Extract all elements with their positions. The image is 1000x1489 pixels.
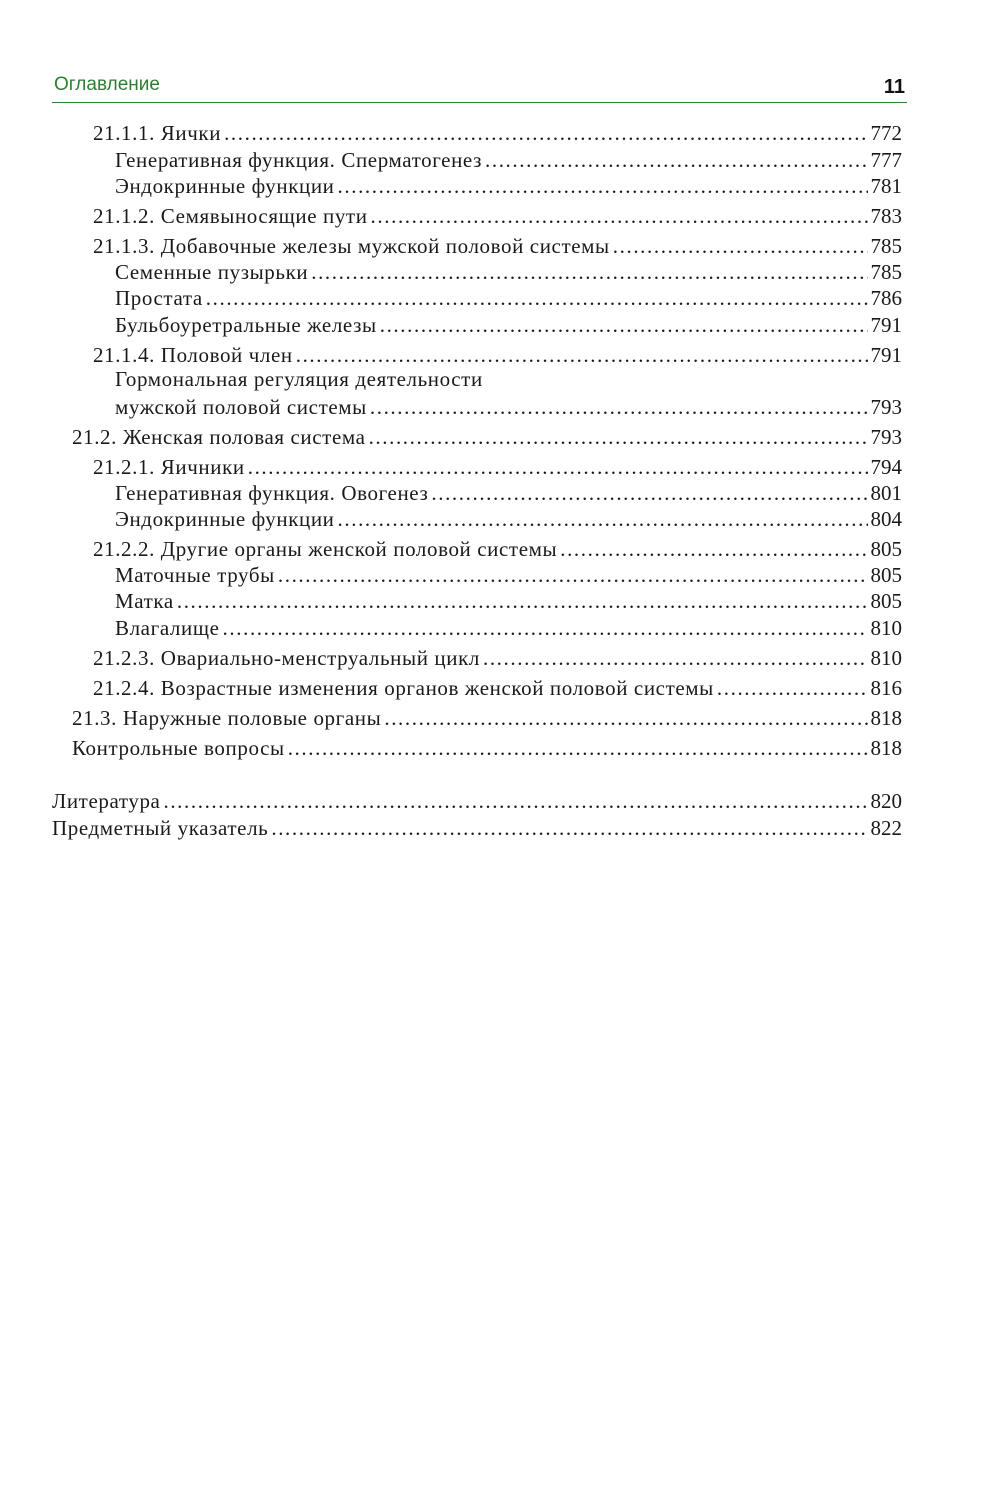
toc-entry-title: 21.1.4. Половой член xyxy=(93,343,293,367)
toc-entry-hormonal-regulation-line1: Гормональная регуляция деятельности xyxy=(115,367,483,391)
dot-leader xyxy=(206,286,868,310)
header-section-title: Оглавление xyxy=(54,74,160,95)
toc-entry-endocrine-female[interactable] xyxy=(115,505,902,531)
dot-leader xyxy=(338,507,868,531)
dot-leader xyxy=(163,789,867,813)
dot-leader xyxy=(380,313,868,337)
toc-entry-title: 21.1.3. Добавочные железы мужской половой системы xyxy=(93,234,610,258)
toc-entry-bulbourethral[interactable] xyxy=(115,311,902,337)
dot-leader xyxy=(431,481,867,505)
toc-entry-title: 21.1.1. Яички xyxy=(93,121,222,145)
toc-entry-page: 818 xyxy=(870,706,902,730)
toc-entry-21-2[interactable] xyxy=(72,423,902,449)
toc-entry-page: 785 xyxy=(870,234,902,258)
dot-leader xyxy=(296,343,868,367)
toc-entry-endocrine-male[interactable] xyxy=(115,172,902,198)
toc-entry-page: 805 xyxy=(870,589,902,613)
toc-entry-page: 816 xyxy=(870,676,902,700)
dot-leader xyxy=(248,455,868,479)
header-page-number: 11 xyxy=(883,76,905,98)
toc-entry-title: Простата xyxy=(115,286,203,310)
toc-entry-page: 791 xyxy=(870,313,902,337)
toc-entry-page: 804 xyxy=(870,507,902,531)
dot-leader xyxy=(485,148,868,172)
dot-leader xyxy=(271,816,867,840)
toc-entry-page: 818 xyxy=(870,736,902,760)
toc-entry-page: 822 xyxy=(870,816,902,840)
toc-entry-title: Эндокринные функции xyxy=(115,507,335,531)
dot-leader xyxy=(288,736,868,760)
toc-entry-21-1-4[interactable] xyxy=(93,341,902,367)
toc-entry-subject-index[interactable] xyxy=(52,814,902,840)
toc-entry-seminal-vesicles[interactable] xyxy=(115,258,902,284)
toc-entry-uterus[interactable] xyxy=(115,587,902,613)
toc-entry-page: 805 xyxy=(870,563,902,587)
toc-entry-21-1-3[interactable] xyxy=(93,232,902,258)
toc-entry-title: 21.2.2. Другие органы женской половой системы xyxy=(93,537,558,561)
toc-entry-21-2-3[interactable] xyxy=(93,644,902,670)
toc-entry-page: 785 xyxy=(870,260,902,284)
toc-entry-fallopian-tubes[interactable] xyxy=(115,561,902,587)
toc-entry-spermatogenesis[interactable] xyxy=(115,146,902,172)
toc-entry-page: 781 xyxy=(870,174,902,198)
toc-entry-page: 810 xyxy=(870,616,902,640)
toc-entry-page: 793 xyxy=(870,425,902,449)
toc-entry-hormonal-regulation-line2[interactable] xyxy=(115,393,902,419)
toc-entry-page: 801 xyxy=(870,481,902,505)
dot-leader xyxy=(371,204,868,228)
toc-entry-title: 21.1.2. Семявыносящие пути xyxy=(93,204,368,228)
toc-entry-title: Контрольные вопросы xyxy=(72,736,285,760)
dot-leader xyxy=(177,589,868,613)
toc-entry-title: 21.2.3. Овариально-менструальный цикл xyxy=(93,646,480,670)
dot-leader xyxy=(224,121,867,145)
toc-entry-21-1-2[interactable] xyxy=(93,202,902,228)
toc-entry-page: 793 xyxy=(870,395,902,419)
toc-entry-title: Маточные трубы xyxy=(115,563,275,587)
dot-leader xyxy=(223,616,868,640)
dot-leader xyxy=(278,563,868,587)
toc-entry-page: 783 xyxy=(870,204,902,228)
toc-entry-page: 786 xyxy=(870,286,902,310)
toc-entry-oogenesis[interactable] xyxy=(115,479,902,505)
toc-entry-title: 21.2.4. Возрастные изменения органов женской половой системы xyxy=(93,676,714,700)
toc-entry-page: 810 xyxy=(870,646,902,670)
toc-entry-title: Литература xyxy=(52,789,161,813)
dot-leader xyxy=(560,537,867,561)
dot-leader xyxy=(369,425,868,449)
toc-entry-page: 772 xyxy=(870,121,902,145)
toc-entry-page: 805 xyxy=(870,537,902,561)
toc-entry-21-2-4[interactable] xyxy=(93,674,902,700)
toc-entry-title: Эндокринные функции xyxy=(115,174,335,198)
dot-leader xyxy=(384,706,867,730)
toc-entry-title: Генеративная функция. Овогенез xyxy=(115,481,429,505)
dot-leader xyxy=(483,646,868,670)
toc-entry-title: Предметный указатель xyxy=(52,816,269,840)
dot-leader xyxy=(311,260,867,284)
toc-entry-title: 21.2. Женская половая система xyxy=(72,425,366,449)
toc-entry-page: 820 xyxy=(870,789,902,813)
toc-entry-21-2-2[interactable] xyxy=(93,535,902,561)
toc-entry-title: Влагалище xyxy=(115,616,220,640)
dot-leader xyxy=(370,395,868,419)
toc-entry-title: Матка xyxy=(115,589,174,613)
dot-leader xyxy=(717,676,868,700)
toc-entry-page: 794 xyxy=(870,455,902,479)
toc-entry-prostate[interactable] xyxy=(115,284,902,310)
toc-entry-title: 21.2.1. Яичники xyxy=(93,455,245,479)
toc-entry-title: Семенные пузырьки xyxy=(115,260,309,284)
toc-entry-title: мужской половой системы xyxy=(115,395,367,419)
toc-entry-21-2-1[interactable] xyxy=(93,453,902,479)
toc-entry-21-1-1[interactable] xyxy=(93,119,902,145)
toc-entry-page: 791 xyxy=(870,343,902,367)
toc-entry-title: 21.3. Наружные половые органы xyxy=(72,706,382,730)
toc-entry-literature[interactable] xyxy=(52,787,902,813)
toc-entry-title: Генеративная функция. Сперматогенез xyxy=(115,148,482,172)
dot-leader xyxy=(613,234,868,258)
dot-leader xyxy=(338,174,868,198)
toc-entry-vagina[interactable] xyxy=(115,614,902,640)
toc-entry-review-questions[interactable] xyxy=(72,734,902,760)
toc-entry-title: Бульбоуретральные железы xyxy=(115,313,377,337)
toc-entry-page: 777 xyxy=(870,148,902,172)
toc-entry-21-3[interactable] xyxy=(72,704,902,730)
